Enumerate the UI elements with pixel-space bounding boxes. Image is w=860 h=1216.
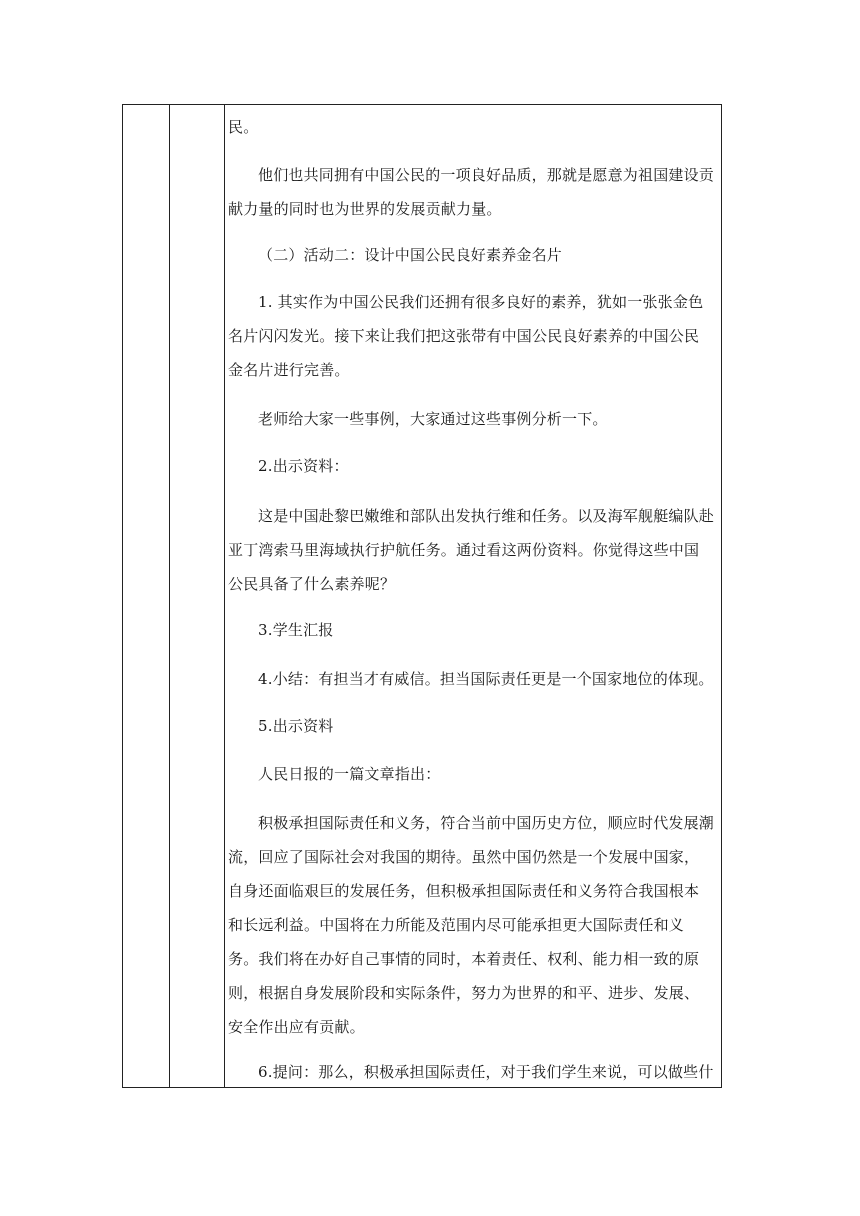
paragraph-quote: 积极承担国际责任和义务，符合当前中国历史方位，顺应时代发展潮流，回应了国际社会对我国的期待。虽然中国仍然是一个发展中国家，自身还面临艰巨的发展任务，但积极承担国际责任和义务符合我国根本和长远利益。中国将在力所能及范围内尽可能承担更大国际责任和义务。我们将在办好自己事情的同时，本着责任、权利、能力相一致的原则，根据自身发展阶段和实际条件，努力为世界的和平、进步、发展、安全作出应有贡献。 (228, 814, 715, 1036)
paragraph-step-3: 3.学生汇报 (258, 621, 334, 639)
paragraph-peoples-daily: 人民日报的一篇文章指出： (258, 765, 441, 783)
section-heading-activity-two: （二）活动二：设计中国公民良好素养金名片 (258, 246, 563, 264)
paragraph-step-2: 2.出示资料： (258, 457, 349, 475)
paragraph-teacher-examples: 老师给大家一些事例，大家通过这些事例分析一下。 (258, 410, 608, 428)
table-column-divider-2 (224, 105, 225, 1087)
paragraph-materials: 这是中国赴黎巴嫩维和部队出发执行维和任务。以及海军舰艇编队赴亚丁湾索马里海域执行护航任务。通过看这两份资料。你觉得这些中国公民具备了什么素养呢？ (228, 507, 715, 593)
lesson-table (122, 104, 722, 1088)
paragraph-step-6: 6.提问：那么，积极承担国际责任，对于我们学生来说，可以做些什 (258, 1063, 714, 1081)
table-column-divider-1 (169, 105, 170, 1087)
paragraph-continuation: 民。 (228, 118, 259, 136)
paragraph-step-1: 1. 其实作为中国公民我们还拥有很多良好的素养，犹如一张张金色名片闪闪发光。接下来让我们把这张带有中国公民良好素养的中国公民金名片进行完善。 (228, 293, 704, 379)
paragraph-step-4: 4.小结：有担当才有威信。担当国际责任更是一个国家地位的体现。 (258, 670, 714, 688)
paragraph-quality: 他们也共同拥有中国公民的一项良好品质，那就是愿意为祖国建设贡献力量的同时也为世界的发展贡献力量。 (228, 166, 715, 218)
paragraph-step-5: 5.出示资料 (258, 717, 334, 735)
